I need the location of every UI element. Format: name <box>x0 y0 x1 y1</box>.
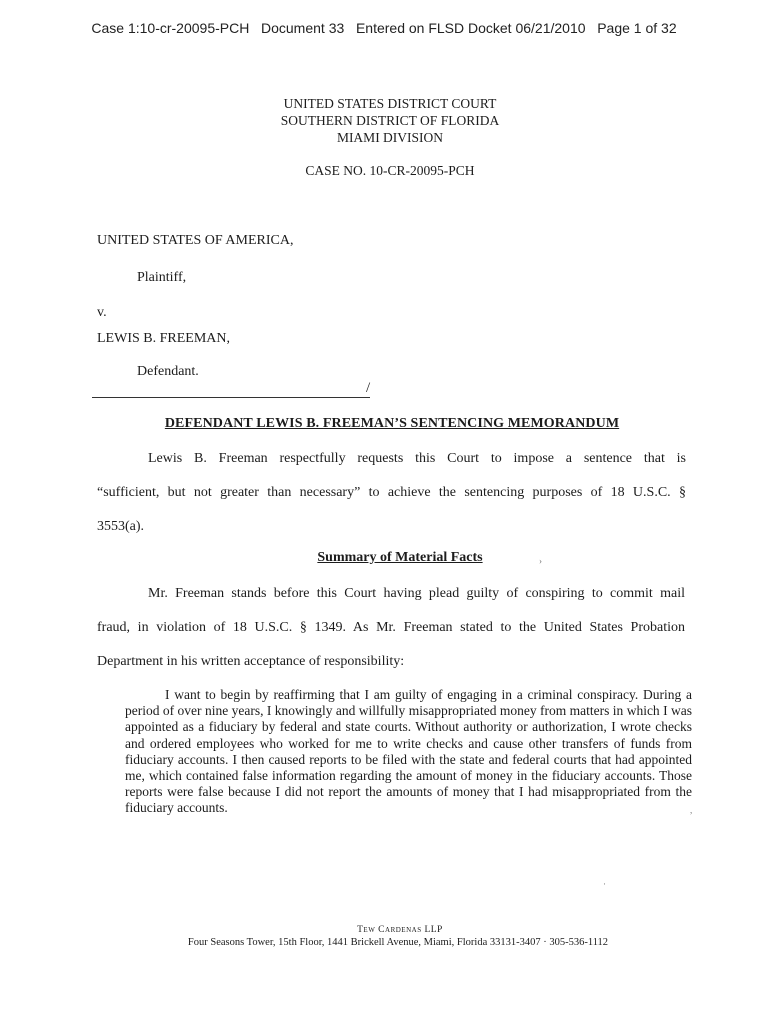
intro-line-1: Lewis B. Freeman respectfully requests this Court to impose a sentence that is <box>148 451 686 466</box>
quoted-statement <box>125 687 692 817</box>
facts-line-1: Mr. Freeman stands before this Court having plead guilty of conspiring to commit mail <box>148 586 685 601</box>
defendant-role: Defendant. <box>137 364 199 379</box>
section-heading: Summary of Material Facts <box>317 550 483 565</box>
plaintiff-role: Plaintiff, <box>137 270 187 285</box>
quote-lead: I want to begin by reaffirming that I am guilty of engaging in a criminal conspiracy. <box>165 687 639 702</box>
defendant-name: LEWIS B. FREEMAN, <box>97 331 230 346</box>
caption-slash: / <box>366 380 371 396</box>
quote-body: During a period of over nine years, I knowingly and willfully misappropriated money from matters in which I was appointed as a fiduciary by federal and state courts. Without authority or authorization, I wrote checks and ordered employees who worked for me to write checks and cause other transfers of funds from fiduciary accounts. I then caused reports to be filed with the state and federal courts that had appointed me, which contained false information regarding the amount of money in the fiduciary accounts. Those reports were false because I did not report the amounts of money that I had misappropriated from the fiduciary accounts. <box>125 687 692 816</box>
plaintiff-name: UNITED STATES OF AMERICA, <box>97 233 294 248</box>
scan-speck: , <box>690 805 693 815</box>
scan-speck: · <box>603 879 606 889</box>
facts-line-2: fraud, in violation of 18 U.S.C. § 1349. As Mr. Freeman stated to the United States Probation <box>97 620 685 635</box>
docket-header: Case 1:10-cr-20095-PCH Document 33 Entered on FLSD Docket 06/21/2010 Page 1 of 32 <box>91 20 677 36</box>
court-division: MIAMI DIVISION <box>336 130 444 145</box>
document-title: DEFENDANT LEWIS B. FREEMAN’S SENTENCING MEMORANDUM <box>164 416 620 431</box>
case-number: CASE NO. 10-CR-20095-PCH <box>305 163 475 178</box>
scan-speck: › <box>539 556 542 566</box>
footer-firm: Tew Cardenas LLP <box>357 925 443 935</box>
caption-rule <box>92 397 370 398</box>
versus: v. <box>97 305 107 320</box>
facts-line-3: Department in his written acceptance of responsibility: <box>97 654 405 669</box>
court-district: SOUTHERN DISTRICT OF FLORIDA <box>280 113 500 128</box>
court-name: UNITED STATES DISTRICT COURT <box>283 96 497 111</box>
intro-line-2: “sufficient, but not greater than necessary” to achieve the sentencing purposes of 18 U.S.C. § <box>97 485 686 500</box>
footer-address: Four Seasons Tower, 15th Floor, 1441 Brickell Avenue, Miami, Florida 33131-3407 · 305-536-1112 <box>187 937 609 948</box>
intro-line-3: 3553(a). <box>97 519 145 534</box>
